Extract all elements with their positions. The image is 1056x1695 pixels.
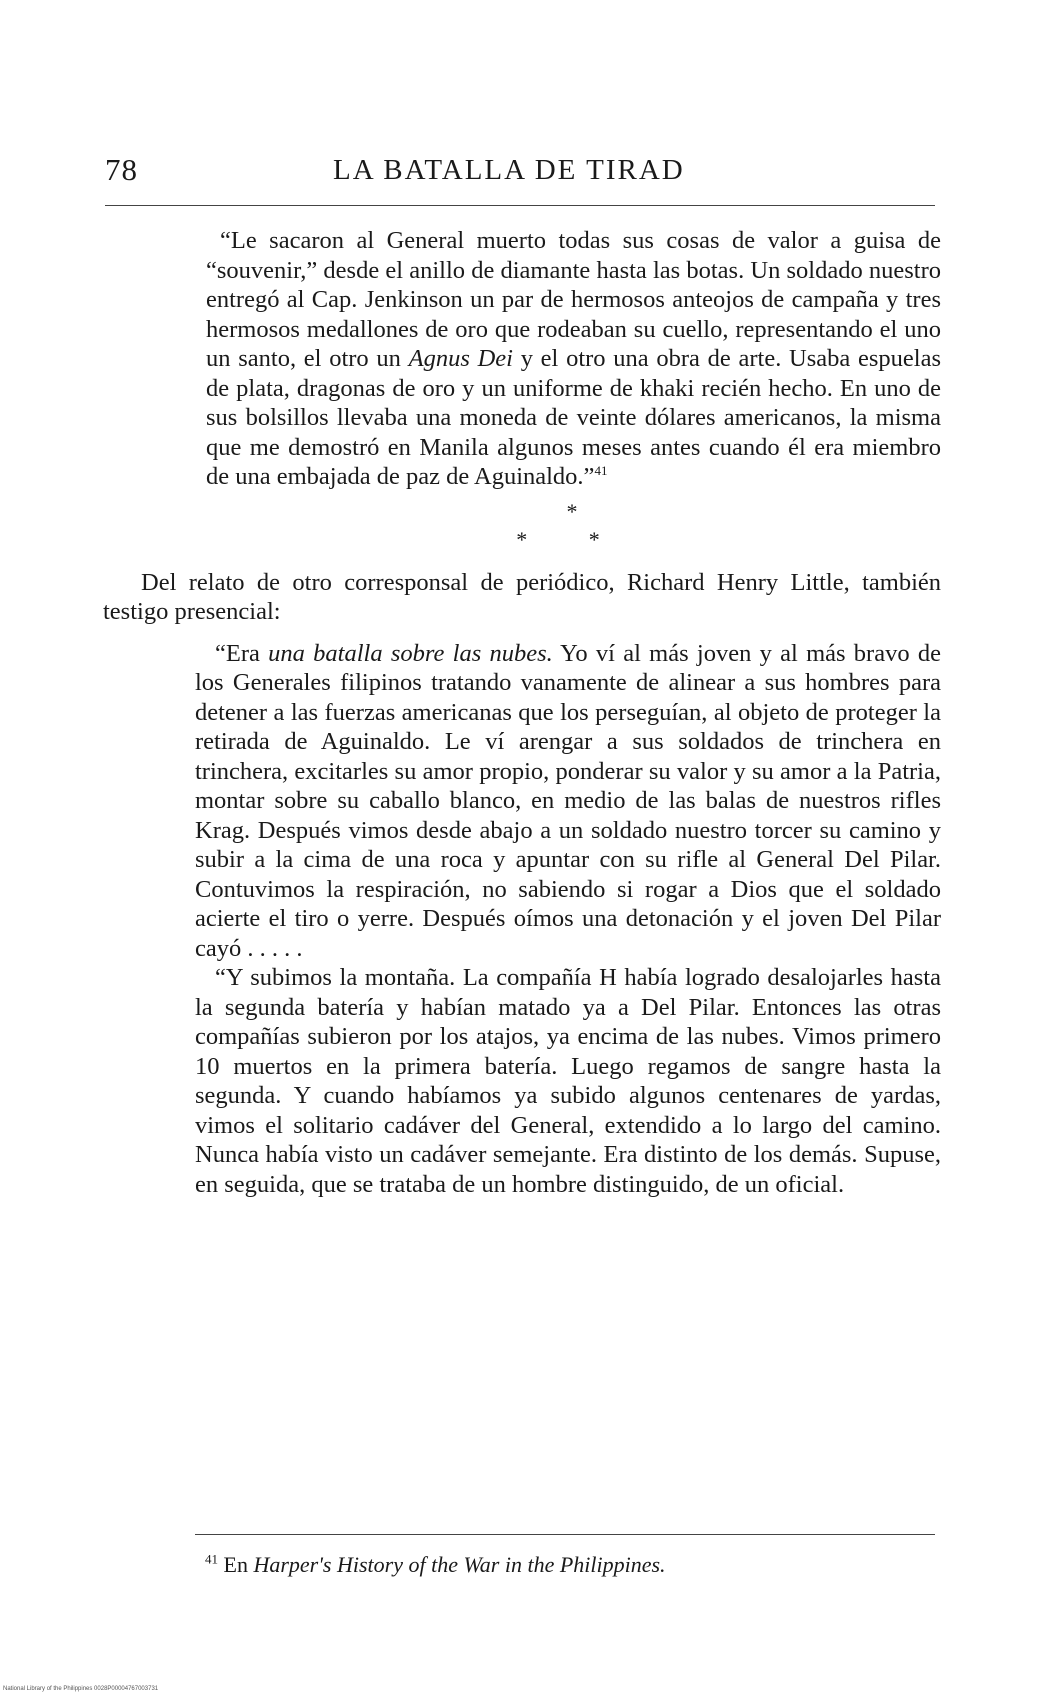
quote2-p1-after: Yo ví al más joven y al más bravo de los Generales filipinos tratando vanamente de alinear a sus hombres para detener a las fuerzas americanas que los perseguían, al objeto de proteger la retirada de Aguinaldo. Le ví arengar a sus soldados de trinchera en trinchera, excitarles su amor propio, ponderar su valor y su amor a la Patria, montar sobre su caballo blanco, en medio de las balas de nuestros rifles Krag. Después vimos desde abajo a un soldado nuestro torcer su camino y subir a la cima de una roca y apuntar con su rifle al General Del Pilar. Contuvimos la respiración, no sabiendo si rogar a Dios que el soldado acierte el tiro o yerre. Después oímos una detonación y el joven Del Pilar cayó . . . . . bbox=[195, 639, 941, 962]
section-separator bbox=[103, 498, 941, 554]
block-quote-1 bbox=[206, 226, 941, 492]
footnote-reference: 41 bbox=[594, 462, 608, 478]
header-rule bbox=[105, 205, 935, 206]
quote2-paragraph-2: “Y subimos la montaña. La compañía H había logrado desalojarles hasta la segunda batería y habían matado ya a Del Pilar. Entonces las otras compañías subieron por los atajos, ya encima de las nubes. Vimos primero 10 muertos en la primera batería. Luego regamos de sangre hasta la segunda. Y cuando habíamos ya subido algunos centenares de yardas, vimos el solitario cadáver del General, extendido a lo largo del camino. Nunca había visto un cadáver semejante. Era distinto de los demás. Supuse, en seguida, que se trataba de un hombre distinguido, de un oficial. bbox=[195, 964, 941, 1198]
footnote-prefix: En bbox=[218, 1552, 254, 1577]
block-quote-2 bbox=[195, 639, 941, 1200]
footnote bbox=[205, 1552, 666, 1578]
page-header bbox=[105, 152, 935, 202]
quote2-paragraph-1 bbox=[195, 639, 941, 964]
intro-paragraph: Del relato de otro corresponsal de periódico, Richard Henry Little, también testigo presencial: bbox=[103, 568, 941, 625]
library-imprint: National Library of the Philippines 0028P00004767003731 bbox=[3, 1686, 159, 1692]
footnote-number: 41 bbox=[205, 1551, 218, 1567]
quote2-p1-italic: una batalla sobre las nubes. bbox=[268, 639, 553, 667]
footnote-rule bbox=[195, 1534, 935, 1535]
separator-star: * bbox=[566, 498, 578, 524]
separator-stars-row: * * bbox=[516, 526, 628, 552]
footnote-title: Harper's History of the War in the Philippines. bbox=[253, 1552, 666, 1577]
running-title: LA BATALLA DE TIRAD bbox=[333, 154, 685, 186]
quote2-p1-before: “Era bbox=[215, 639, 269, 667]
quote1-italic: Agnus Dei bbox=[408, 345, 513, 372]
page-body bbox=[103, 226, 941, 1199]
quote1-paragraph bbox=[206, 226, 941, 492]
page-number: 78 bbox=[105, 152, 138, 187]
quote1-text-after: y el otro una obra de arte. Usaba espuelas de plata, dragonas de oro y un uniforme de khaki recién hecho. En uno de sus bolsillos llevaba una moneda de veinte dólares americanos, la misma que me demostró en Manila algunos meses antes cuando él era miembro de una embajada de paz de Aguinaldo.” bbox=[206, 345, 942, 490]
quote1-text-before: “Le sacaron al General muerto todas sus cosas de valor a guisa de “souvenir,” desde el anillo de diamante hasta las botas. Un soldado nuestro entregó al Cap. Jenkinson un par de hermosos anteojos de campaña y tres hermosos medallones de oro que rodeaban su cuello, representando el uno un santo, el otro un bbox=[206, 227, 941, 372]
